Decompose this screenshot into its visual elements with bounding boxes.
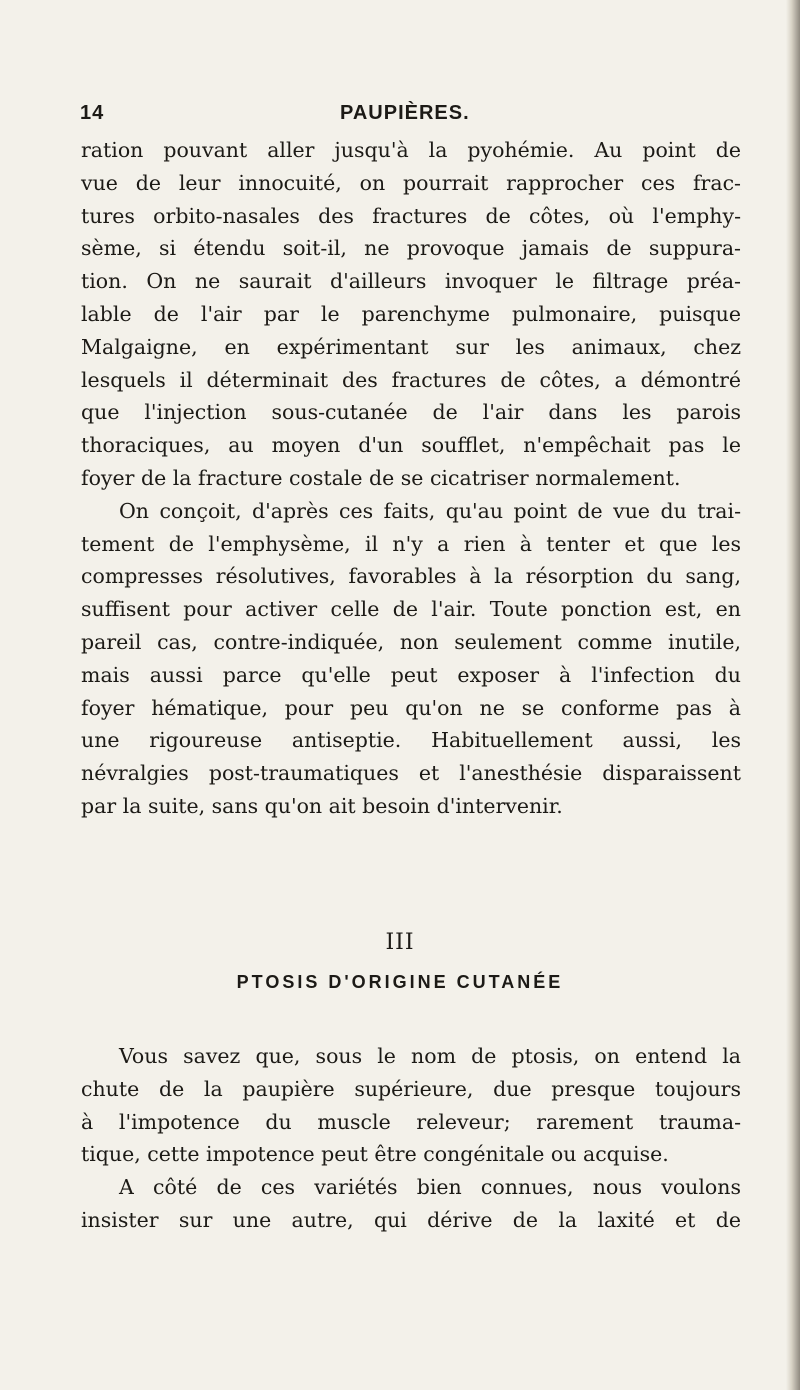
section-number: III [385, 930, 415, 955]
section-text-block [81, 1040, 741, 1237]
body-text-block [81, 134, 741, 823]
section-title: PTOSIS D'ORIGINE CUTANÉE [236, 972, 564, 992]
text-line: Vous savez que, sous le nom de ptosis, on entend la [119, 1044, 741, 1068]
text-line: Malgaigne, en expérimentant sur les animaux, chez [81, 334, 741, 359]
text-line: mais aussi parce qu'elle peut exposer à l'infection du [81, 662, 741, 687]
text-line: une rigoureuse antiseptie. Habituellement aussi, les [81, 728, 741, 753]
running-head [80, 96, 740, 128]
page-edge-shadow [786, 0, 800, 1390]
text-line: tures orbito-nasales des fractures de côtes, où l'emphy- [81, 203, 741, 228]
text-line: névralgies post-traumatiques et l'anesthésie disparaissent [81, 761, 741, 786]
text-line: lable de l'air par le parenchyme pulmonaire, puisque [81, 301, 741, 326]
text-line: à l'impotence du muscle releveur; rarement trauma- [81, 1109, 741, 1134]
text-line: A côté de ces variétés bien connues, nous voulons [119, 1175, 741, 1200]
text-line: tion. On ne saurait d'ailleurs invoquer le filtrage préa- [81, 269, 741, 294]
text-line: thoraciques, au moyen d'un soufflet, n'empêchait pas le [81, 433, 741, 458]
text-line: ration pouvant aller jusqu'à la pyohémie. Au point de [81, 138, 741, 162]
page-number: 14 [80, 102, 105, 124]
text-line: suffisent pour activer celle de l'air. Toute ponction est, en [81, 597, 741, 622]
running-title: PAUPIÈRES. [340, 102, 470, 124]
text-line: chute de la paupière supérieure, due presque toujours [81, 1076, 741, 1101]
text-line: tique, cette impotence peut être congénitale ou acquise. [81, 1142, 669, 1167]
text-line: insister sur une autre, qui dérive de la laxité et de [81, 1207, 741, 1232]
text-line: compresses résolutives, favorables à la résorption du sang, [81, 564, 741, 589]
text-line: lesquels il déterminait des fractures de côtes, a démontré [81, 367, 741, 392]
text-line: par la suite, sans qu'on ait besoin d'intervenir. [81, 793, 563, 818]
text-line: foyer de la fracture costale de se cicatriser normalement. [81, 465, 681, 490]
text-line: tement de l'emphysème, il n'y a rien à tenter et que les [81, 531, 741, 556]
text-line: sème, si étendu soit-il, ne provoque jamais de suppura- [81, 236, 741, 261]
text-line: pareil cas, contre-indiquée, non seulement comme inutile, [81, 629, 741, 654]
text-line: On conçoit, d'après ces faits, qu'au point de vue du trai- [119, 498, 741, 523]
text-line: vue de leur innocuité, on pourrait rapprocher ces frac- [81, 170, 741, 195]
text-line: foyer hématique, pour peu qu'on ne se conforme pas à [81, 695, 741, 720]
text-line: que l'injection sous-cutanée de l'air dans les parois [81, 400, 741, 425]
